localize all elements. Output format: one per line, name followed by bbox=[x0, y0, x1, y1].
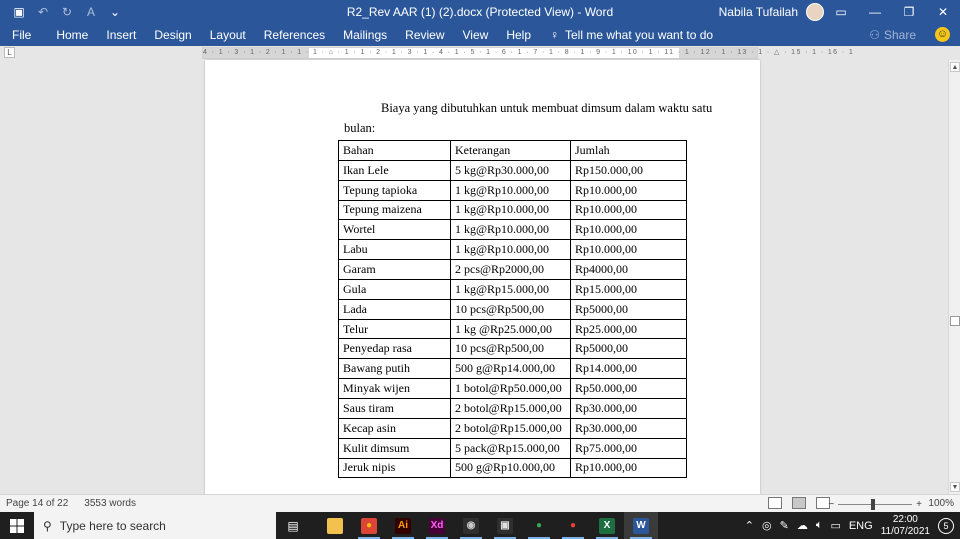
zoom-track[interactable] bbox=[838, 504, 912, 505]
taskbar-apps bbox=[318, 512, 658, 539]
table-cell[interactable]: Ikan Lele bbox=[339, 160, 451, 180]
table-row bbox=[339, 160, 687, 180]
battery-icon[interactable]: ▭ bbox=[830, 520, 841, 532]
tell-me-label: Tell me what you want to do bbox=[565, 28, 714, 42]
share-button[interactable] bbox=[869, 24, 916, 46]
table-cell[interactable]: Rp4000,00 bbox=[571, 260, 687, 280]
system-tray bbox=[745, 512, 960, 539]
show-hidden-icons-icon[interactable]: ⌃ bbox=[744, 520, 754, 532]
table-cell[interactable]: Rp50.000,00 bbox=[571, 379, 687, 399]
table-cell[interactable]: Rp5000,00 bbox=[571, 339, 687, 359]
table-cell[interactable]: 1 kg@Rp15.000,00 bbox=[451, 279, 571, 299]
table-cell[interactable]: 1 botol@Rp50.000,00 bbox=[451, 379, 571, 399]
table-cell[interactable]: Rp10.000,00 bbox=[571, 240, 687, 260]
taskbar-search[interactable] bbox=[34, 512, 276, 539]
ruler-row bbox=[0, 46, 960, 60]
table-header-cell[interactable]: Jumlah bbox=[571, 141, 687, 161]
cost-table bbox=[338, 140, 687, 478]
table-cell[interactable]: 1 kg@Rp10.000,00 bbox=[451, 240, 571, 260]
undo-icon[interactable]: ↶ bbox=[37, 5, 49, 19]
onedrive-icon[interactable]: ☁ bbox=[796, 520, 808, 532]
table-row bbox=[339, 438, 687, 458]
close-button[interactable]: ✕ bbox=[937, 5, 949, 19]
clock[interactable] bbox=[881, 514, 930, 538]
file-explorer-icon[interactable] bbox=[318, 512, 352, 539]
table-cell[interactable]: Rp30.000,00 bbox=[571, 418, 687, 438]
table-cell[interactable]: 5 pack@Rp15.000,00 bbox=[451, 438, 571, 458]
table-cell[interactable]: Rp10.000,00 bbox=[571, 458, 687, 478]
illustrator-icon[interactable] bbox=[386, 512, 420, 539]
window-controls bbox=[824, 0, 960, 24]
chrome-profile-icon[interactable] bbox=[522, 512, 556, 539]
tab-mailings[interactable]: Mailings bbox=[343, 28, 388, 42]
scroll-down-icon[interactable]: ▼ bbox=[951, 484, 959, 491]
file-explorer-glyph: ▆ bbox=[327, 518, 343, 534]
table-cell[interactable]: 2 botol@Rp15.000,00 bbox=[451, 418, 571, 438]
photos-icon[interactable] bbox=[488, 512, 522, 539]
table-cell[interactable]: Kecap asin bbox=[339, 418, 451, 438]
read-mode-icon[interactable] bbox=[768, 497, 782, 509]
table-cell[interactable]: Rp75.000,00 bbox=[571, 438, 687, 458]
table-cell[interactable]: 1 kg@Rp10.000,00 bbox=[451, 200, 571, 220]
ribbon-tabs bbox=[0, 24, 960, 46]
table-cell[interactable]: 500 g@Rp10.000,00 bbox=[451, 458, 571, 478]
task-view-icon[interactable]: ▤ bbox=[287, 518, 299, 533]
table-header-cell[interactable]: Keterangan bbox=[451, 141, 571, 161]
table-cell[interactable]: Tepung maizena bbox=[339, 200, 451, 220]
word-icon[interactable] bbox=[624, 512, 658, 539]
table-row bbox=[339, 319, 687, 339]
vertical-scrollbar[interactable] bbox=[948, 60, 960, 494]
page-count[interactable]: Page 14 of 22 bbox=[6, 498, 69, 509]
tab-references[interactable]: References bbox=[263, 28, 326, 42]
save-icon[interactable]: ▣ bbox=[13, 5, 25, 19]
search-icon: ⚲ bbox=[43, 518, 52, 533]
redo-icon[interactable]: ↻ bbox=[61, 5, 73, 19]
chrome-second-glyph: ● bbox=[565, 518, 581, 534]
adobe-xd-icon[interactable] bbox=[420, 512, 454, 539]
title-bar bbox=[0, 0, 960, 24]
table-cell[interactable]: 10 pcs@Rp500,00 bbox=[451, 339, 571, 359]
print-layout-icon[interactable] bbox=[792, 497, 806, 509]
language-indicator[interactable]: ENG bbox=[848, 519, 873, 532]
table-cell[interactable]: Rp14.000,00 bbox=[571, 359, 687, 379]
table-cell[interactable]: Rp30.000,00 bbox=[571, 398, 687, 418]
avatar[interactable] bbox=[806, 3, 824, 21]
tab-selector[interactable]: L bbox=[4, 47, 15, 58]
table-cell[interactable]: Garam bbox=[339, 260, 451, 280]
zoom-level[interactable]: 100% bbox=[928, 498, 954, 509]
lightbulb-icon: ♀ bbox=[550, 28, 559, 42]
table-cell[interactable]: Jeruk nipis bbox=[339, 458, 451, 478]
tab-home[interactable]: Home bbox=[56, 28, 89, 42]
table-header-row bbox=[339, 141, 687, 161]
table-row bbox=[339, 458, 687, 478]
excel-glyph: X bbox=[599, 518, 615, 534]
zoom-knob[interactable] bbox=[871, 499, 875, 510]
status-bar bbox=[0, 494, 960, 512]
zoom-out-icon[interactable]: − bbox=[828, 498, 835, 510]
tell-me-search[interactable] bbox=[540, 28, 713, 42]
ruler-ticks: 4 · 1 · 3 · 1 · 2 · 1 · 1 · 1 · ⌂ · 1 · 1 · 2 · 1 · 3 · 1 · 4 · 1 · 5 · 1 · 6 · 1 · 7 · 1 · 8 · 1 · 9 · 1 · 10 · 1 · 11 · 1 · 12 · 1 · 13 · 1 · △ · 15 · 1 · 16 · 1 bbox=[203, 49, 855, 56]
table-row bbox=[339, 398, 687, 418]
table-row bbox=[339, 200, 687, 220]
table-cell[interactable]: Lada bbox=[339, 299, 451, 319]
chrome-glyph: ● bbox=[361, 518, 377, 534]
table-cell[interactable]: 1 kg@Rp10.000,00 bbox=[451, 180, 571, 200]
table-row bbox=[339, 339, 687, 359]
table-cell[interactable]: Minyak wijen bbox=[339, 379, 451, 399]
customize-toolbar-icon[interactable]: ⌄ bbox=[109, 5, 121, 19]
tab-view[interactable]: View bbox=[462, 28, 489, 42]
media-player-icon[interactable] bbox=[454, 512, 488, 539]
table-cell[interactable]: 5 kg@Rp30.000,00 bbox=[451, 160, 571, 180]
scroll-up-icon[interactable]: ▲ bbox=[951, 64, 959, 71]
table-header-cell[interactable]: Bahan bbox=[339, 141, 451, 161]
quick-access-toolbar bbox=[0, 5, 130, 19]
zoom-slider[interactable] bbox=[828, 495, 922, 513]
tab-layout[interactable]: Layout bbox=[209, 28, 246, 42]
table-cell[interactable]: Labu bbox=[339, 240, 451, 260]
window-title: R2_Rev AAR (1) (2).docx (Protected View) - Word bbox=[346, 5, 614, 19]
document-workspace bbox=[0, 60, 948, 494]
tab-review[interactable]: Review bbox=[405, 28, 445, 42]
excel-icon[interactable] bbox=[590, 512, 624, 539]
user-name: Nabila Tufailah bbox=[718, 5, 798, 19]
person-icon: ⚇ bbox=[869, 28, 880, 42]
ribbon-display-options-icon[interactable]: ▭ bbox=[835, 5, 847, 19]
table-cell[interactable]: Rp5000,00 bbox=[571, 299, 687, 319]
table-cell[interactable]: Wortel bbox=[339, 220, 451, 240]
minimize-button[interactable]: — bbox=[869, 5, 881, 19]
chrome-profile-glyph: ● bbox=[531, 518, 547, 534]
table-row bbox=[339, 240, 687, 260]
photos-glyph: ▣ bbox=[497, 518, 513, 534]
clock-date: 11/07/2021 bbox=[880, 525, 930, 537]
tab-insert[interactable]: Insert bbox=[106, 28, 137, 42]
network-icon[interactable]: ◎ bbox=[762, 520, 772, 532]
table-cell[interactable]: Rp10.000,00 bbox=[571, 180, 687, 200]
scroll-thumb[interactable] bbox=[950, 316, 960, 326]
clock-time: 22:00 bbox=[892, 513, 918, 525]
word-glyph: W bbox=[633, 518, 649, 534]
tab-design[interactable]: Design bbox=[154, 28, 192, 42]
table-row bbox=[339, 359, 687, 379]
table-cell[interactable]: Kulit dimsum bbox=[339, 438, 451, 458]
table-cell[interactable]: 1 kg@Rp10.000,00 bbox=[451, 220, 571, 240]
chrome-icon[interactable] bbox=[352, 512, 386, 539]
table-cell[interactable]: Rp10.000,00 bbox=[571, 220, 687, 240]
share-label: Share bbox=[883, 28, 916, 42]
paragraph-line-2: bulan: bbox=[344, 121, 376, 135]
table-cell[interactable]: Gula bbox=[339, 279, 451, 299]
table-row bbox=[339, 379, 687, 399]
word-count[interactable]: 3553 words bbox=[84, 498, 136, 509]
table-cell[interactable]: 2 pcs@Rp2000,00 bbox=[451, 260, 571, 280]
start-button[interactable] bbox=[0, 512, 34, 539]
table-row bbox=[339, 299, 687, 319]
table-cell[interactable]: 500 g@Rp14.000,00 bbox=[451, 359, 571, 379]
horizontal-ruler[interactable] bbox=[202, 47, 855, 59]
document-page[interactable] bbox=[205, 60, 760, 500]
table-row bbox=[339, 180, 687, 200]
table-cell[interactable]: Tepung tapioka bbox=[339, 180, 451, 200]
taskbar bbox=[0, 512, 960, 539]
table-cell[interactable]: Telur bbox=[339, 319, 451, 339]
notification-center-icon[interactable]: 5 bbox=[938, 518, 954, 534]
user-account[interactable] bbox=[719, 0, 824, 24]
tab-help[interactable]: Help bbox=[506, 28, 531, 42]
search-placeholder: Type here to search bbox=[59, 518, 166, 533]
illustrator-glyph: Ai bbox=[395, 518, 411, 534]
table-cell[interactable]: Bawang putih bbox=[339, 359, 451, 379]
table-cell[interactable]: Rp15.000,00 bbox=[571, 279, 687, 299]
table-row bbox=[339, 279, 687, 299]
volume-icon[interactable]: 🔈︎ bbox=[815, 519, 823, 531]
tab-file[interactable]: File bbox=[12, 28, 32, 42]
adobe-xd-glyph: Xd bbox=[429, 518, 445, 534]
format-painter-icon[interactable]: A bbox=[86, 5, 95, 19]
table-cell[interactable]: Rp25.000,00 bbox=[571, 319, 687, 339]
restore-button[interactable]: ❐ bbox=[903, 5, 915, 19]
zoom-in-icon[interactable]: + bbox=[916, 498, 922, 510]
table-cell[interactable]: Penyedap rasa bbox=[339, 339, 451, 359]
media-player-glyph: ◉ bbox=[463, 518, 479, 534]
view-buttons bbox=[768, 497, 830, 509]
table-row bbox=[339, 418, 687, 438]
table-row bbox=[339, 220, 687, 240]
table-cell[interactable]: 1 kg @Rp25.000,00 bbox=[451, 319, 571, 339]
table-cell[interactable]: Rp150.000,00 bbox=[571, 160, 687, 180]
table-row bbox=[339, 260, 687, 280]
table-cell[interactable]: Saus tiram bbox=[339, 398, 451, 418]
table-cell[interactable]: 10 pcs@Rp500,00 bbox=[451, 299, 571, 319]
paragraph-line-1: Biaya yang dibutuhkan untuk membuat dimsum dalam waktu satu bbox=[381, 101, 713, 115]
chrome-second-icon[interactable] bbox=[556, 512, 590, 539]
table-cell[interactable]: Rp10.000,00 bbox=[571, 200, 687, 220]
feedback-smiley-icon[interactable]: ☺ bbox=[936, 28, 949, 40]
table-cell[interactable]: 2 botol@Rp15.000,00 bbox=[451, 398, 571, 418]
pen-icon[interactable]: ✎ bbox=[779, 520, 789, 532]
windows-logo-icon bbox=[10, 519, 24, 533]
